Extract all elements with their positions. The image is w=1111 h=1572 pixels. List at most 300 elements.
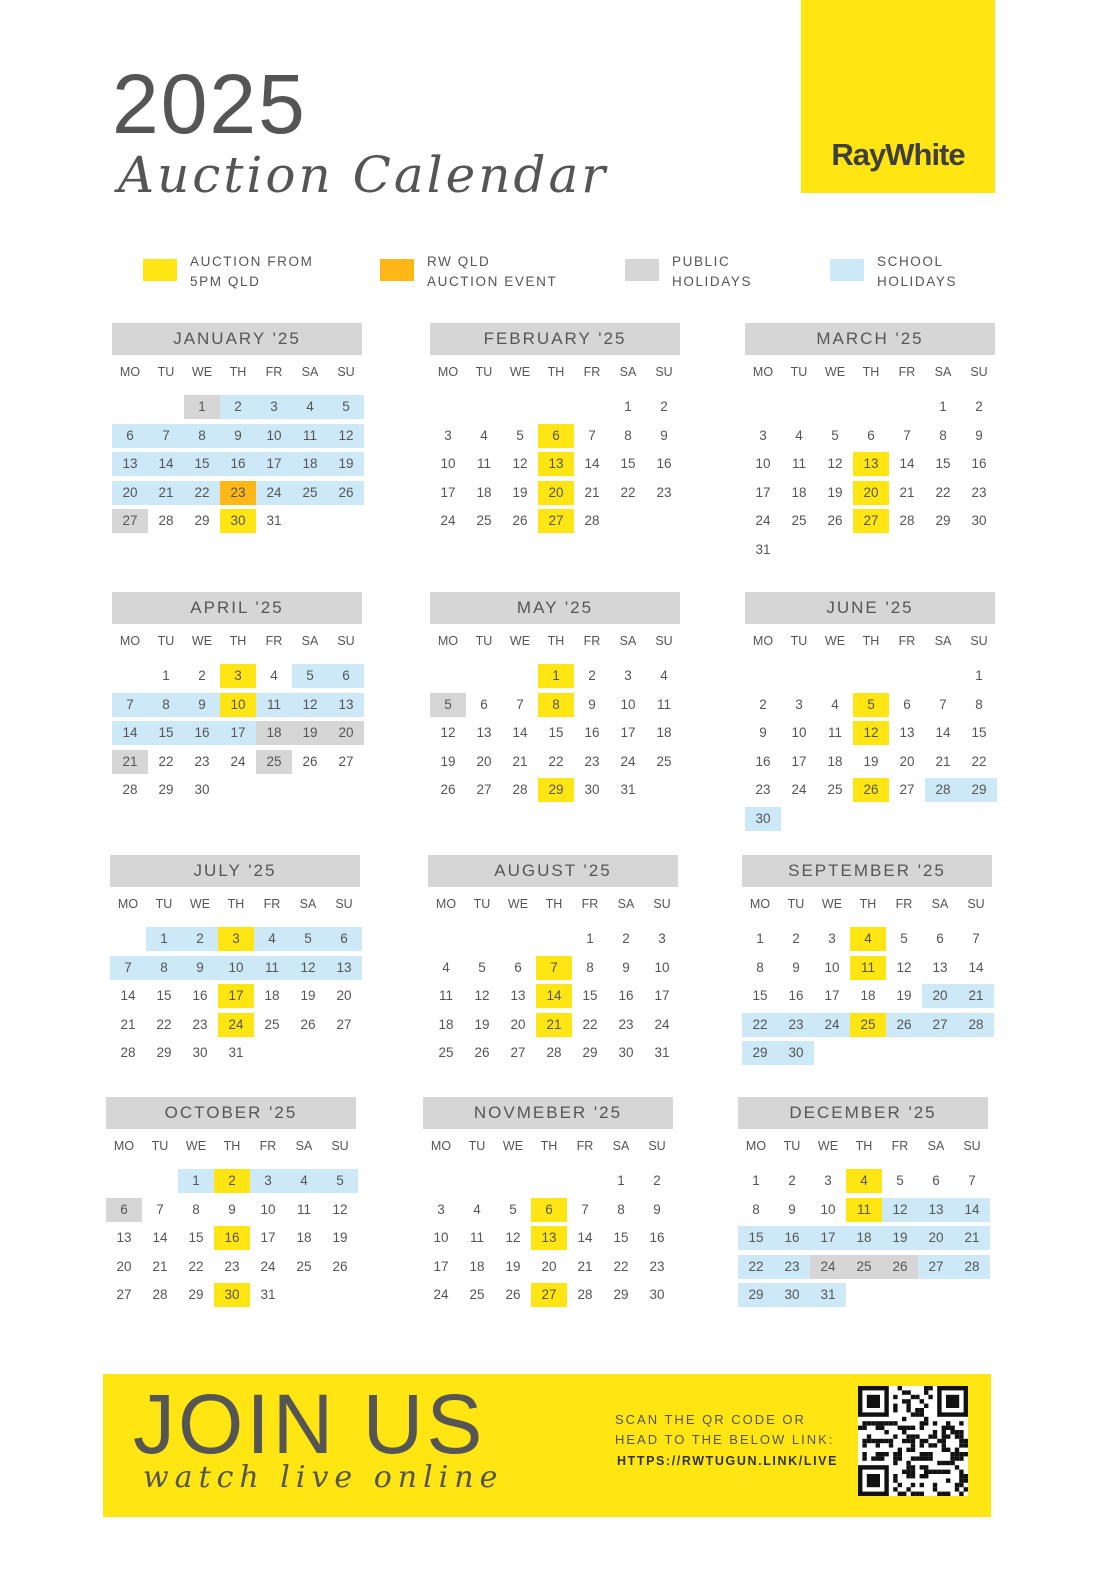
day-cell-plain: 24	[620, 753, 636, 769]
day-cell-auction: 25	[850, 1013, 886, 1037]
day-cell-plain: 8	[624, 427, 632, 443]
calendar-year: 2025	[112, 57, 307, 151]
day-cell-plain: 26	[827, 513, 843, 528]
brand-logo: RayWhite	[831, 137, 965, 172]
day-cell-plain: 24	[433, 1287, 449, 1302]
weekday-header	[106, 1139, 356, 1159]
day-cell-plain: 8	[192, 1201, 200, 1217]
day-cell-plain: 10	[820, 1201, 836, 1217]
day-cell-school-holiday: 5	[322, 1169, 358, 1193]
day-cell-auction: 10	[220, 693, 256, 717]
day-cell-school-holiday: 8	[146, 956, 182, 980]
day-cell-public-holiday: 6	[106, 1198, 142, 1222]
day-cell-plain: 1	[752, 1173, 760, 1188]
day-cell-plain: 22	[620, 484, 636, 500]
day-cell-school-holiday: 28	[958, 1013, 994, 1037]
day-cell-school-holiday: 20	[112, 481, 148, 505]
day-cell-plain: 26	[300, 1016, 316, 1032]
month-title: SEPTEMBER '25	[742, 855, 992, 887]
day-cell-school-holiday: 17	[256, 452, 292, 476]
day-cell-plain: 24	[755, 513, 771, 528]
day-cell-plain: 23	[755, 782, 771, 797]
day-cell-school-holiday: 9	[182, 956, 218, 980]
day-cell-plain: 5	[516, 427, 524, 443]
day-cell-plain: 23	[656, 484, 672, 500]
weekday-label: TU	[157, 365, 175, 379]
day-cell-plain: 10	[755, 456, 771, 471]
weekday-label: FR	[895, 897, 913, 911]
weekday-label: TH	[545, 897, 563, 911]
day-cell-auction: 2	[214, 1169, 250, 1193]
day-cell-school-holiday: 25	[292, 481, 328, 505]
day-cell-plain: 9	[759, 725, 767, 740]
weekday-label: TH	[855, 1139, 873, 1153]
day-cell-plain: 18	[656, 725, 672, 740]
day-cell-school-holiday: 3	[256, 395, 292, 419]
legend-swatch-public	[625, 259, 659, 281]
day-cell-plain: 19	[827, 484, 843, 500]
day-grid	[106, 1169, 356, 1339]
day-cell-auction: 13	[853, 452, 889, 476]
day-cell-plain: 15	[548, 725, 564, 740]
day-cell-plain: 19	[300, 988, 316, 1003]
month-title: APRIL '25	[112, 592, 362, 624]
weekday-label: FR	[898, 634, 916, 648]
day-cell-plain: 4	[270, 668, 278, 683]
day-cell-plain: 15	[582, 988, 598, 1003]
scan-instructions	[615, 1410, 834, 1450]
month-may	[430, 592, 680, 834]
weekday-label: FR	[265, 365, 283, 379]
day-cell-plain: 10	[433, 1230, 449, 1245]
day-cell-plain: 27	[338, 753, 354, 769]
day-cell-school-holiday: 12	[328, 424, 364, 448]
day-cell-plain: 22	[971, 753, 987, 769]
day-cell-plain: 6	[903, 696, 911, 712]
day-cell-auction: 11	[850, 956, 886, 980]
day-cell-plain: 10	[620, 696, 636, 712]
day-cell-plain: 4	[795, 427, 803, 443]
day-cell-plain: 10	[260, 1201, 276, 1217]
weekday-label: TU	[475, 365, 493, 379]
day-cell-plain: 9	[653, 1201, 661, 1217]
day-cell-auction: 16	[214, 1226, 250, 1250]
weekday-label: SA	[295, 1139, 313, 1153]
day-cell-plain: 14	[512, 725, 528, 740]
day-cell-plain: 4	[660, 668, 668, 683]
month-december	[738, 1097, 988, 1339]
day-cell-plain: 14	[152, 1230, 168, 1245]
day-cell-plain: 19	[896, 988, 912, 1003]
day-cell-school-holiday: 12	[292, 693, 328, 717]
weekday-label: SA	[617, 897, 635, 911]
day-cell-school-holiday: 8	[148, 693, 184, 717]
month-title: NOVMEBER '25	[423, 1097, 673, 1129]
day-cell-school-holiday: 18	[292, 452, 328, 476]
weekday-label: SA	[931, 897, 949, 911]
qr-code-graphic	[858, 1386, 968, 1496]
day-cell-auction: 11	[846, 1198, 882, 1222]
day-cell-plain: 23	[649, 1258, 665, 1274]
day-cell-plain: 28	[577, 1287, 593, 1302]
day-cell-auction: 3	[220, 664, 256, 688]
day-cell-plain: 29	[194, 513, 210, 528]
weekday-label: SA	[299, 897, 317, 911]
weekday-label: TU	[473, 897, 491, 911]
day-cell-plain: 3	[437, 1201, 445, 1217]
weekday-header	[430, 365, 680, 385]
day-cell-plain: 27	[899, 782, 915, 797]
weekday-label: TH	[862, 634, 880, 648]
day-cell-school-holiday: 7	[112, 693, 148, 717]
day-cell-plain: 17	[654, 988, 670, 1003]
weekday-label: FR	[263, 897, 281, 911]
day-cell-public-holiday: 18	[256, 721, 292, 745]
day-cell-plain: 31	[755, 541, 771, 557]
day-cell-school-holiday: 15	[184, 452, 220, 476]
day-cell-auction: 8	[538, 693, 574, 717]
day-cell-plain: 12	[440, 725, 456, 740]
day-cell-plain: 20	[899, 753, 915, 769]
day-cell-school-holiday: 9	[220, 424, 256, 448]
day-cell-plain: 3	[828, 931, 836, 946]
day-cell-plain: 21	[577, 1258, 593, 1274]
weekday-label: SA	[934, 634, 952, 648]
day-cell-plain: 18	[438, 1016, 454, 1032]
day-cell-plain: 2	[788, 1173, 796, 1188]
day-cell-plain: 11	[296, 1201, 311, 1217]
day-cell-plain: 11	[791, 456, 806, 471]
day-cell-plain: 19	[863, 753, 879, 769]
day-cell-auction: 3	[218, 927, 254, 951]
day-cell-plain: 4	[442, 959, 450, 975]
day-cell-auction: 13	[538, 452, 574, 476]
month-title: OCTOBER '25	[106, 1097, 356, 1129]
day-cell-plain: 9	[975, 427, 983, 443]
day-cell-plain: 8	[939, 427, 947, 443]
month-title: AUGUST '25	[428, 855, 678, 887]
weekday-label: SA	[934, 365, 952, 379]
weekday-label: MO	[437, 634, 459, 648]
day-cell-school-holiday: 6	[112, 424, 148, 448]
day-cell-plain: 26	[332, 1258, 348, 1274]
day-grid	[110, 927, 360, 1097]
day-cell-plain: 22	[613, 1258, 629, 1274]
day-cell-plain: 31	[260, 1287, 276, 1302]
day-grid	[112, 395, 362, 565]
day-cell-plain: 27	[510, 1045, 526, 1060]
weekday-label: TH	[223, 1139, 241, 1153]
day-cell-plain: 29	[582, 1045, 598, 1060]
day-cell-plain: 25	[476, 513, 492, 528]
weekday-label: WE	[824, 365, 846, 379]
day-cell-auction: 30	[214, 1283, 250, 1307]
day-cell-plain: 2	[653, 1173, 661, 1188]
day-cell-plain: 5	[831, 427, 839, 443]
day-cell-plain: 23	[584, 753, 600, 769]
day-cell-plain: 19	[440, 753, 456, 769]
weekday-label: TU	[783, 1139, 801, 1153]
weekday-label: SU	[963, 1139, 981, 1153]
day-cell-school-holiday: 17	[810, 1226, 846, 1250]
weekday-label: MO	[119, 365, 141, 379]
day-cell-school-holiday: 22	[742, 1013, 778, 1037]
day-cell-plain: 9	[660, 427, 668, 443]
day-cell-auction-event: 23	[220, 481, 256, 505]
weekday-header	[430, 634, 680, 654]
day-cell-plain: 21	[584, 484, 600, 500]
day-cell-school-holiday: 12	[882, 1198, 918, 1222]
weekday-label: TU	[151, 1139, 169, 1153]
weekday-label: WE	[509, 365, 531, 379]
day-cell-plain: 7	[939, 696, 947, 712]
day-cell-plain: 3	[444, 427, 452, 443]
scan-line-2: HEAD TO THE BELOW LINK:	[615, 1432, 835, 1447]
day-cell-school-holiday: 1	[146, 927, 182, 951]
day-cell-plain: 17	[440, 484, 456, 500]
day-cell-plain: 1	[939, 399, 947, 414]
day-cell-plain: 9	[792, 959, 800, 975]
day-cell-plain: 17	[433, 1258, 449, 1274]
day-cell-school-holiday: 5	[292, 664, 328, 688]
day-cell-plain: 17	[824, 988, 840, 1003]
day-cell-plain: 3	[824, 1173, 832, 1188]
legend-event-line2: AUCTION EVENT	[427, 274, 558, 289]
day-cell-plain: 20	[116, 1258, 132, 1274]
day-cell-school-holiday: 29	[742, 1041, 778, 1065]
day-cell-plain: 28	[546, 1045, 562, 1060]
day-cell-school-holiday: 26	[328, 481, 364, 505]
day-cell-public-holiday: 20	[328, 721, 364, 745]
day-cell-school-holiday: 11	[256, 693, 292, 717]
month-title: MAY '25	[430, 592, 680, 624]
day-cell-plain: 31	[654, 1045, 670, 1060]
day-cell-plain: 16	[788, 988, 804, 1003]
day-cell-plain: 9	[788, 1201, 796, 1217]
day-cell-plain: 14	[899, 456, 915, 471]
day-cell-plain: 13	[899, 725, 915, 740]
day-cell-plain: 15	[188, 1230, 204, 1245]
day-cell-plain: 18	[264, 988, 280, 1003]
weekday-label: FR	[891, 1139, 909, 1153]
day-cell-school-holiday: 16	[184, 721, 220, 745]
weekday-label: TU	[475, 634, 493, 648]
day-cell-school-holiday: 28	[954, 1255, 990, 1279]
day-grid	[423, 1169, 673, 1339]
legend-auction-line2: 5PM QLD	[190, 274, 261, 289]
day-cell-plain: 19	[474, 1016, 490, 1032]
day-cell-plain: 7	[581, 1201, 589, 1217]
day-cell-plain: 31	[620, 782, 636, 797]
day-cell-plain: 20	[476, 753, 492, 769]
weekday-label: WE	[191, 365, 213, 379]
day-cell-plain: 16	[971, 456, 987, 471]
weekday-label: FR	[583, 365, 601, 379]
day-cell-school-holiday: 12	[290, 956, 326, 980]
day-cell-school-holiday: 27	[922, 1013, 958, 1037]
weekday-label: WE	[824, 634, 846, 648]
day-cell-plain: 16	[649, 1230, 665, 1245]
day-cell-plain: 6	[514, 959, 522, 975]
month-title: DECEMBER '25	[738, 1097, 988, 1129]
day-cell-school-holiday: 6	[328, 664, 364, 688]
month-june	[745, 592, 995, 834]
day-cell-plain: 28	[152, 1287, 168, 1302]
day-cell-plain: 19	[512, 484, 528, 500]
day-cell-plain: 11	[827, 725, 842, 740]
day-cell-plain: 10	[791, 725, 807, 740]
day-cell-school-holiday: 4	[286, 1169, 322, 1193]
day-cell-school-holiday: 27	[918, 1255, 954, 1279]
weekday-label: TH	[859, 897, 877, 911]
qr-code-icon[interactable]	[858, 1386, 968, 1496]
day-cell-plain: 23	[194, 753, 210, 769]
weekday-label: SU	[331, 1139, 349, 1153]
day-cell-auction: 6	[531, 1198, 567, 1222]
day-cell-school-holiday: 6	[326, 927, 362, 951]
month-january	[112, 323, 362, 565]
day-cell-plain: 21	[152, 1258, 168, 1274]
day-cell-plain: 9	[622, 959, 630, 975]
month-title: MARCH '25	[745, 323, 995, 355]
day-cell-plain: 22	[548, 753, 564, 769]
day-cell-plain: 1	[162, 668, 170, 683]
day-cell-plain: 29	[156, 1045, 172, 1060]
day-cell-auction: 4	[846, 1169, 882, 1193]
legend-public-line1: PUBLIC	[672, 254, 731, 269]
legend-school-line1: SCHOOL	[877, 254, 944, 269]
day-cell-plain: 24	[791, 782, 807, 797]
day-cell-plain: 15	[156, 988, 172, 1003]
day-grid	[745, 664, 995, 834]
day-cell-plain: 11	[476, 456, 491, 471]
day-cell-school-holiday: 2	[220, 395, 256, 419]
legend-auction-line1: AUCTION FROM	[190, 254, 314, 269]
weekday-label: WE	[502, 1139, 524, 1153]
day-cell-school-holiday: 5	[328, 395, 364, 419]
weekday-label: WE	[189, 897, 211, 911]
day-cell-plain: 30	[971, 513, 987, 528]
day-cell-school-holiday: 22	[184, 481, 220, 505]
weekday-label: SU	[337, 634, 355, 648]
day-cell-plain: 18	[296, 1230, 312, 1245]
day-cell-school-holiday: 21	[148, 481, 184, 505]
day-cell-plain: 15	[935, 456, 951, 471]
day-cell-auction: 24	[218, 1013, 254, 1037]
day-cell-plain: 21	[512, 753, 528, 769]
scan-line-1: SCAN THE QR CODE OR	[615, 1412, 806, 1427]
weekday-label: SU	[970, 365, 988, 379]
weekday-label: TU	[157, 634, 175, 648]
day-cell-plain: 16	[584, 725, 600, 740]
day-cell-auction: 21	[536, 1013, 572, 1037]
weekday-label: MO	[749, 897, 771, 911]
day-cell-plain: 8	[752, 1201, 760, 1217]
day-cell-plain: 30	[584, 782, 600, 797]
day-cell-school-holiday: 4	[254, 927, 290, 951]
weekday-label: SU	[967, 897, 985, 911]
weekday-label: FR	[576, 1139, 594, 1153]
day-grid	[745, 395, 995, 565]
weekday-label: TH	[229, 634, 247, 648]
day-cell-plain: 28	[512, 782, 528, 797]
day-cell-public-holiday: 25	[846, 1255, 882, 1279]
day-cell-school-holiday: 16	[774, 1226, 810, 1250]
day-cell-plain: 13	[116, 1230, 132, 1245]
day-cell-plain: 27	[116, 1287, 132, 1302]
day-cell-school-holiday: 30	[745, 807, 781, 831]
day-cell-school-holiday: 14	[954, 1198, 990, 1222]
day-cell-plain: 6	[867, 427, 875, 443]
weekday-label: MO	[113, 1139, 135, 1153]
day-cell-school-holiday: 13	[326, 956, 362, 980]
live-stream-link[interactable]: HTTPS://RWTUGUN.LINK/LIVE	[617, 1454, 839, 1468]
weekday-label: FR	[898, 365, 916, 379]
day-cell-plain: 27	[476, 782, 492, 797]
day-cell-plain: 18	[791, 484, 807, 500]
day-cell-plain: 2	[588, 668, 596, 683]
legend-public-line2: HOLIDAYS	[672, 274, 753, 289]
month-march	[745, 323, 995, 565]
day-cell-plain: 3	[795, 696, 803, 712]
day-cell-plain: 26	[512, 513, 528, 528]
weekday-label: SU	[335, 897, 353, 911]
day-cell-plain: 16	[656, 456, 672, 471]
day-cell-plain: 19	[505, 1258, 521, 1274]
day-cell-plain: 12	[332, 1201, 348, 1217]
weekday-header	[110, 897, 360, 917]
weekday-label: TU	[468, 1139, 486, 1153]
day-cell-plain: 5	[509, 1201, 517, 1217]
weekday-label: SA	[619, 634, 637, 648]
day-cell-public-holiday: 25	[256, 750, 292, 774]
day-grid	[738, 1169, 988, 1339]
day-cell-plain: 5	[900, 931, 908, 946]
month-september	[742, 855, 992, 1097]
weekday-label: SU	[653, 897, 671, 911]
day-cell-auction: 27	[538, 509, 574, 533]
day-cell-plain: 5	[478, 959, 486, 975]
day-cell-plain: 10	[654, 959, 670, 975]
day-cell-plain: 11	[469, 1230, 484, 1245]
day-cell-plain: 15	[620, 456, 636, 471]
weekday-label: WE	[507, 897, 529, 911]
day-cell-plain: 22	[188, 1258, 204, 1274]
day-cell-school-holiday: 22	[738, 1255, 774, 1279]
day-cell-plain: 29	[158, 782, 174, 797]
weekday-label: TU	[790, 365, 808, 379]
day-cell-plain: 28	[899, 513, 915, 528]
weekday-label: SA	[927, 1139, 945, 1153]
legend-swatch-school	[830, 259, 864, 281]
day-cell-plain: 17	[755, 484, 771, 500]
day-cell-plain: 13	[932, 959, 948, 975]
weekday-label: TU	[787, 897, 805, 911]
day-cell-plain: 25	[791, 513, 807, 528]
day-cell-school-holiday: 30	[778, 1041, 814, 1065]
day-cell-plain: 9	[588, 696, 596, 712]
weekday-label: MO	[752, 634, 774, 648]
day-cell-plain: 7	[516, 696, 524, 712]
day-cell-school-holiday: 10	[218, 956, 254, 980]
month-february	[430, 323, 680, 565]
day-cell-school-holiday: 13	[918, 1198, 954, 1222]
day-cell-auction: 20	[538, 481, 574, 505]
day-cell-school-holiday: 20	[918, 1226, 954, 1250]
day-cell-auction: 4	[850, 927, 886, 951]
day-cell-plain: 8	[586, 959, 594, 975]
day-cell-auction: 5	[853, 693, 889, 717]
